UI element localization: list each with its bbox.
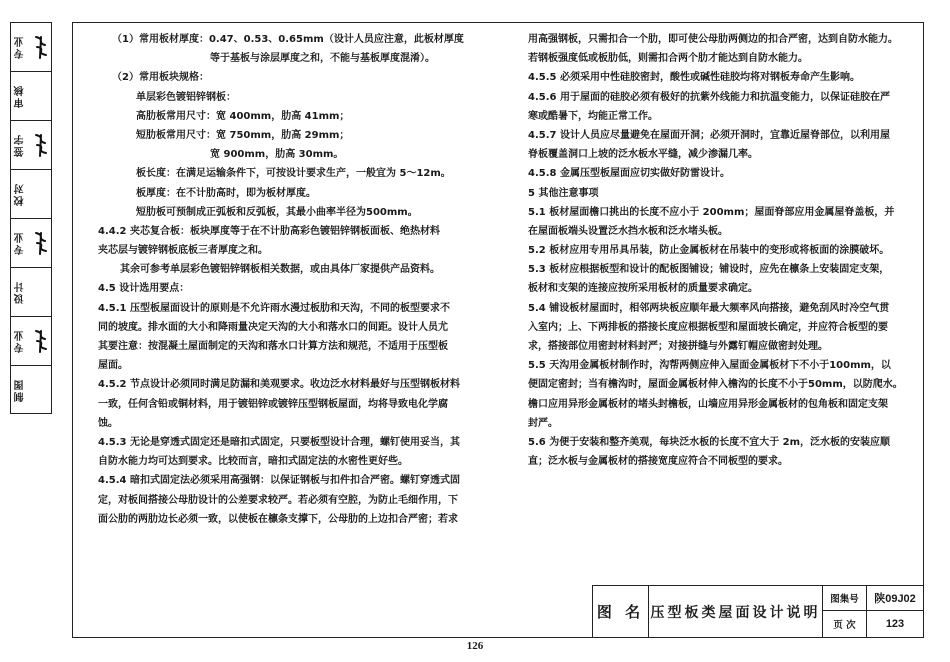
signoff-role-label: 签字: [15, 133, 26, 158]
signoff-cell: [11, 366, 51, 415]
page-number: 126: [466, 640, 484, 652]
left-text-line: 板长度：在满足运输条件下，可按设计要求生产，一般宜为 5～12m。: [136, 168, 451, 180]
signoff-cell: [11, 268, 51, 317]
atlas-number-label: 图集号: [823, 586, 867, 611]
signoff-role-label: 设计: [15, 280, 26, 305]
signoff-role-label: 专业: [15, 35, 26, 60]
right-text-line: 4.5.7 设计人员应尽量避免在屋面开洞；必须开洞时，宜靠近屋脊部位，以利用屋: [528, 129, 890, 141]
right-text-line: 5.1 板材屋面檐口挑出的长度不应小于 200mm；屋面脊部应用金属屋脊盖板，并: [528, 206, 895, 218]
right-text-line: 寒或酷暑下，均能正常工作。: [528, 110, 658, 122]
right-text-line: 5.4 铺设板材屋面时，相邻两块板应顺年最大频率风向搭接，避免刮风时冷空气贯: [528, 302, 890, 314]
left-text-line: 蚀。: [98, 417, 118, 429]
left-text-column: [98, 30, 508, 529]
left-text-line: 4.5.4 暗扣式固定法必须采用高强钢：以保证钢板与扣件扣合严密。螺钉穿透式固: [98, 475, 460, 487]
signoff-cell: [11, 72, 51, 121]
handwritten-signature: [33, 229, 49, 257]
handwritten-signature: [33, 33, 49, 61]
left-text-line: 4.5.2 节点设计必须同时满足防漏和美观要求。收边泛水材料最好与压型钢板材料: [98, 379, 460, 391]
left-text-line: 面公肋的两肋边长必须一致，以使板在檩条支撑下，公母肋的上边扣合严密；若求: [98, 513, 458, 525]
right-text-line: 入室内；上、下两排板的搭接长度应根据板型和屋面坡长确定，并应符合板型的要: [528, 321, 888, 333]
left-text-line: 宽 900mm，肋高 30mm。: [210, 149, 344, 161]
handwritten-signature: [33, 327, 49, 355]
left-text-line: 其余可参考单层彩色镀铝锌钢板相关数据，或由具体厂家提供产品资料。: [120, 264, 440, 276]
signoff-role-label: 审核: [15, 84, 26, 109]
right-text-line: 4.5.8 金属压型板屋面应切实做好防雷设计。: [528, 168, 730, 180]
right-text-line: 用高强钢板，只需扣合一个肋，即可使公母肋两侧边的扣合严密，达到自防水能力。: [528, 34, 898, 45]
left-text-line: 短肋板可预制成正弧板和反弧板，其最小曲率半径为500mm。: [136, 206, 418, 218]
atlas-number-value: 陕09J02: [867, 586, 923, 611]
right-text-line: 5 其他注意事项: [528, 187, 599, 199]
left-text-line: 夹芯层与镀锌钢板底板三者厚度之和。: [98, 245, 268, 257]
left-text-line: 其要注意：按混凝土屋面制定的天沟和落水口计算方法和规范，不适用于压型板: [98, 341, 448, 352]
right-text-line: 5.5 天沟用金属板材制作时，沟帮两侧应伸入屋面金属板材下不小于100mm，以: [528, 360, 891, 372]
left-text-line: 短肋板常用尺寸：宽 750mm，肋高 29mm；: [136, 129, 350, 141]
right-text-line: 4.5.6 用于屋面的硅胶必须有极好的抗紫外线能力和抗温变能力，以保证硅胶在严: [528, 91, 890, 103]
signoff-cell: [11, 170, 51, 219]
signoff-strip: [10, 22, 52, 414]
handwritten-signature: [33, 131, 49, 159]
right-text-line: 5.6 为便于安装和整齐美观，每块泛水板的长度不宜大于 2m，泛水板的安装应顺: [528, 436, 891, 448]
signoff-cell: [11, 317, 51, 366]
signoff-cell: [11, 23, 51, 72]
left-text-line: 高肋板常用尺寸：宽 400mm，肋高 41mm；: [136, 110, 350, 122]
left-text-line: （1）常用板材厚度：0.47、0.53、0.65mm（设计人员应注意，此板材厚度: [112, 34, 464, 45]
left-text-line: 同的坡度。排水面的大小和降雨量决定天沟的大小和落水口的间距。设计人员尤: [98, 321, 448, 333]
right-text-column: [528, 30, 912, 471]
right-text-line: 脊板覆盖洞口上坡的泛水板水平缝，减少渗漏几率。: [528, 149, 758, 161]
drawing-title: 压型板类屋面设计说明: [649, 586, 823, 637]
drawing-name-label: 图 名: [593, 586, 649, 637]
signoff-role-label: 校对: [15, 182, 26, 207]
right-text-line: 求，搭接部位用密封材料封严；对接拼缝与外露钉帽应做密封处理。: [528, 341, 828, 352]
left-text-line: （2）常用板块规格：: [112, 72, 209, 84]
right-text-line: 若钢板强度低或板肋低，则需扣合两个肋才能达到自防水能力。: [528, 53, 808, 65]
right-text-line: 封严。: [528, 417, 558, 429]
signoff-role-label: 制图: [15, 378, 26, 403]
left-text-line: 自防水能力均可达到要求。比较而言，暗扣式固定法的水密性更好些。: [98, 456, 408, 468]
left-text-line: 一致，任何含铅或铜材料，用于镀铝锌或镀锌压型钢板屋面，均将导致电化学腐: [98, 398, 448, 410]
right-text-line: 便固定密封；当有檐沟时，屋面金属板材伸入檐沟的长度不小于50mm，以防爬水。: [528, 379, 903, 391]
left-text-line: 4.5.1 压型板屋面设计的原则是不允许雨水漫过板肋和天沟，不同的板型要求不: [98, 302, 450, 314]
signoff-role-label: 专业: [15, 231, 26, 256]
page-label: 页 次: [823, 611, 867, 637]
left-text-line: 单层彩色镀铝锌钢板：: [136, 91, 236, 103]
left-text-line: 屋面。: [98, 360, 128, 372]
signoff-cell: [11, 121, 51, 170]
page-value: 123: [885, 618, 905, 630]
right-text-line: 5.2 板材应用专用吊具吊装，防止金属板材在吊装中的变形或将板面的涂膜破坏。: [528, 245, 890, 257]
title-block: [592, 585, 924, 638]
left-text-line: 板厚度：在不计肋高时，即为板材厚度。: [136, 187, 316, 199]
right-text-line: 板材和支架的连接应按所采用板材的质量要求确定。: [528, 283, 758, 295]
right-text-line: 在屋面板端头设置泛水挡水板和泛水堵头板。: [528, 225, 728, 237]
left-text-line: 等于基板与涂层厚度之和，不能与基板厚度混淆）。: [210, 53, 435, 65]
left-text-line: 4.5.3 无论是穿透式固定还是暗扣式固定，只要板型设计合理，螺钉使用妥当，其: [98, 436, 460, 448]
right-text-line: 直；泛水板与金属板材的搭接宽度应符合不同板型的要求。: [528, 456, 788, 468]
right-text-line: 4.5.5 必须采用中性硅胶密封，酸性或碱性硅胶均将对钢板寿命产生影响。: [528, 72, 860, 84]
right-text-line: 5.3 板材应根据板型和设计的配板图铺设；铺设时，应先在檩条上安装固定支架，: [528, 264, 890, 276]
signoff-role-label: 专业: [15, 329, 26, 354]
signoff-cell: [11, 219, 51, 268]
right-text-line: 檐口应用异形金属板材的堵头封檐板，山墙应用异形金属板材的包角板和固定支架: [528, 398, 888, 410]
left-text-line: 定，对板间搭接公母肋设计的公差要求较严。若必须有空腔，为防止毛细作用，下: [98, 494, 458, 506]
left-text-line: 4.4.2 夹芯复合板：板块厚度等于在不计肋高彩色镀铝锌钢板面板、绝热材料: [98, 225, 440, 237]
left-text-line: 4.5 设计选用要点：: [98, 283, 190, 295]
